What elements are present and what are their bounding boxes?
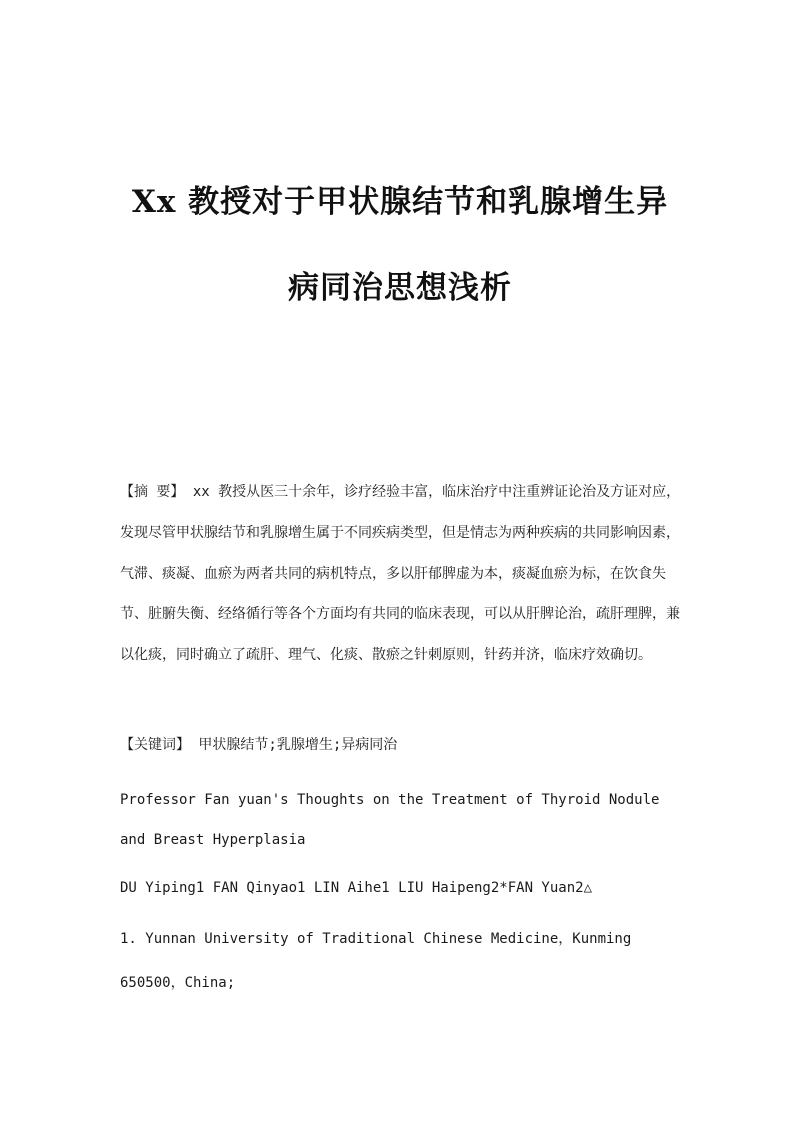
abstract-label: 【摘 要】	[120, 484, 185, 500]
title-line-1: Xx 教授对于甲状腺结节和乳腺增生异	[131, 184, 669, 220]
keywords-paragraph	[120, 732, 685, 758]
english-title: Professor Fan yuan's Thoughts on the Treatment of Thyroid Nodule and Breast Hyperplasia	[120, 792, 660, 848]
abstract-text: xx 教授从医三十余年，诊疗经验丰富，临床治疗中注重辨证论治及方证对应，发现尽管甲状腺结节和乳腺增生属于不同疾病类型，但是情志为两种疾病的共同影响因素，气滞、痰凝、血瘀为两者共同的病机特点，多以肝郁脾虚为本，痰凝血瘀为标，在饮食失节、脏腑失衡、经络循行等各个方面均有共同的临床表现，可以从肝脾论治，疏肝理脾，兼以化痰，同时确立了疏肝、理气、化痰、散瘀之针刺原则，针药并济，临床疗效确切。	[120, 484, 681, 664]
authors-line: DU Yiping1 FAN Qinyao1 LIN Aihe1 LIU Haipeng2*FAN Yuan2△	[120, 880, 593, 896]
keywords-label: 【关键词】	[120, 737, 190, 753]
abstract-paragraph	[120, 472, 685, 676]
title-line-2: 病同治思想浅析	[288, 270, 512, 306]
affiliation-line: 1. Yunnan University of Traditional Chinese Medicine，Kunming 650500，China;	[120, 931, 632, 991]
keywords-text: 甲状腺结节;乳腺增生;异病同治	[190, 737, 398, 753]
